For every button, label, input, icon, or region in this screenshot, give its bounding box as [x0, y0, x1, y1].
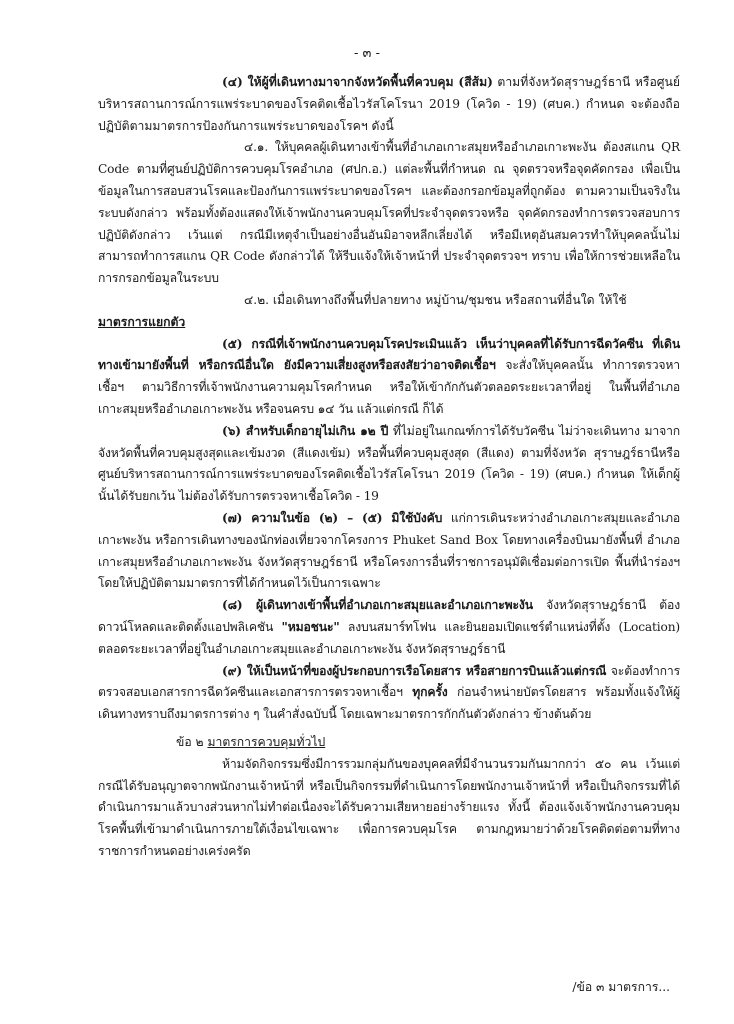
paragraph-6-number: (๖): [222, 423, 246, 438]
clause-2-label: ข้อ ๒: [176, 734, 208, 749]
paragraph-7-text: แก่การเดินระหว่างอำเภอเกาะสมุยและอำเภอ เกาะพะงัน หรือการเดินทางของนักท่องเที่ยวจากโครงการ Phuket Sand Box โดยทางเครื่องบินมายังพื้นที่ อำเภอเกาะสมุยหรืออำเภอเกาะพะงัน จังหวัดสุราษฎร์ธานี หรือโครงการอื่นที่ราชการอนุมัติเชื่อมต่อการเปิด พื้นที่นำร่องฯ โดยให้ปฏิบัติตามมาตรการที่ได้กำหนดไว้เป็นการเฉพาะ: [98, 510, 680, 591]
clause-2-title: มาตรการควบคุมทั่วไป: [207, 734, 326, 749]
paragraph-8-number: (๘): [222, 598, 257, 613]
paragraph-4-2-text: ๔.๒. เมื่อเดินทางถึงพื้นที่ปลายทาง หมู่บ้าน/ชุมชน หรือสถานที่อื่นใด ให้ใช้: [244, 292, 627, 307]
paragraph-5: [98, 334, 680, 421]
next-page-reference: /ข้อ ๓ มาตรการ...: [572, 980, 670, 994]
paragraph-9-number: (๙): [222, 663, 247, 678]
paragraph-7: [98, 508, 680, 595]
page-number: - ๓ -: [354, 46, 380, 61]
paragraph-9: [98, 661, 680, 726]
paragraph-4-1: ๔.๑. ให้บุคคลผู้เดินทางเข้าพื้นที่อำเภอเกาะสมุยหรืออำเภอเกาะพะงัน ต้องสแกน QR Code ตามที่ศูนย์ปฏิบัติการควบคุมโรคอำเภอ (ศปก.อ.) แต่ละพื้นที่กำหนด ณ จุดตรวจหรือจุดคัดกรอง เพื่อเป็นข้อมูลในการสอบสวนโรคและป้องกันการแพร่ระบาดของโรคฯ และต้องกรอกข้อมูลที่ถูกต้อง ตามความเป็นจริงในระบบดังกล่าว พร้อมทั้งต้องแสดงให้เจ้าพนักงานควบคุมโรคที่ประจำจุดตรวจหรือ จุดคัดกรองทำการตรวจสอบการปฏิบัติดังกล่าว เว้นแต่ กรณีมีเหตุจำเป็นอย่างอื่นอันมิอาจหลีกเลี่ยงได้ หรือมีเหตุอันสมควรทำให้บุคคลนั้นไม่สามารถทำการสแกน QR Code ดังกล่าวได้ ให้รีบแจ้งให้เจ้าหน้าที่ ประจำจุดตรวจฯ ทราบ เพื่อให้การช่วยเหลือในการกรอกข้อมูลในระบบ: [98, 140, 680, 286]
paragraph-9-bold: ให้เป็นหน้าที่ของผู้ประกอบการเรือโดยสาร หรือสายการบินแล้วแต่กรณี: [246, 663, 607, 678]
paragraph-6: [98, 421, 680, 508]
paragraph-4-text: ตามที่จังหวัดสุราษฎร์ธานี หรือศูนย์บริหารสถานการณ์การแพร่ระบาดของโรคติดเชื้อไวรัสโคโรนา 2019 (โควิด - 19) (ศบค.) กำหนด จะต้องถือปฏิบัติตามมาตรการป้องกันการแพร่ระบาดของโรคฯ ดังนี้: [98, 75, 680, 133]
paragraph-5-text: จะสั่งให้บุคคลนั้น ทำการตรวจหาเชื้อฯ ตามวิธีการที่เจ้าพนักงานความคุมโรคกำหนด หรือให้เข้ากักกันตัวตลอดระยะเวลาที่อยู่ ในพื้นที่อำเภอเกาะสมุยหรืออำเภอเกาะพะงัน หรือจนครบ ๑๔ วัน แล้วแต่กรณี ก็ได้: [98, 358, 680, 416]
paragraph-general-control: ห้ามจัดกิจกรรมซึ่งมีการรวมกลุ่มกันของบุคคลที่มีจำนวนรวมกันมากกว่า ๕๐ คน เว้นแต่ กรณีได้รับอนุญาตจากพนักงานเจ้าหน้าที่ หรือเป็นกิจกรรมที่ดำเนินการโดยพนักงานเจ้าหน้าที่ หรือเป็นกิจกรรมที่ได้ดำเนินการมาแล้วบางส่วนหากไม่ทำต่อเนื่องจะได้รับความเสียหายอย่างร้ายแรง ทั้งนี้ ต้องแจ้งเจ้าพนักงานควบคุมโรคพื้นที่เข้ามาดำเนินการภายใต้เงื่อนไขเฉพาะ เพื่อการควบคุมโรค ตามกฎหมายว่าด้วยโรคติดต่อตามที่ทางราชการกำหนดอย่างเคร่งครัด: [98, 756, 680, 858]
paragraph-9-mid: จะต้องทำการตรวจสอบเอกสารการฉีดวัคซีนและเอกสารการตรวจหาเชื้อฯ: [98, 663, 680, 700]
paragraph-4-lead: ให้ผู้ที่เดินทางมาจากจังหวัดพื้นที่ควบคุม (สีส้ม): [247, 75, 493, 89]
clause-2-heading: [98, 732, 680, 754]
paragraph-4-number: (๔): [222, 75, 248, 89]
paragraph-9-emphasis: ทุกครั้ง: [412, 685, 448, 700]
paragraph-6-bold: สำหรับเด็กอายุไม่เกิน ๑๒ ปี: [245, 423, 389, 438]
paragraph-7-bold: ความในข้อ (๒) – (๕) มิใช้บังคับ: [251, 510, 443, 525]
paragraph-9-text: ก่อนจำหน่ายบัตรโดยสาร พร้อมทั้งแจ้งให้ผู้เดินทางทราบถึงมาตรการต่าง ๆ ในคำสั่งฉบับนี้ โดยเฉพาะมาตรการกักกันตัวดังกล่าว ข้างต้นด้วย: [98, 685, 680, 722]
app-name: "หมอชนะ": [281, 619, 340, 634]
paragraph-6-text: ที่ไม่อยู่ในเกณฑ์การได้รับวัคซีน ไม่ว่าจะเดินทาง มาจากจังหวัดพื้นที่ควบคุมสูงสุดและเข้มงวด (สีแดงเข้ม) หรือพื้นที่ควบคุมสูงสุด (สีแดง) ตามที่จังหวัด สุราษฎร์ธานีหรือศูนย์บริหารสถานการณ์การแพร่ระบาดของโรคติดเชื้อไวรัสโคโรนา 2019 (โควิด - 19) (ศบค.) กำหนด ให้เด็กผู้นั้นได้รับยกเว้น ไม่ต้องได้รับการตรวจหาเชื้อโควิด - 19: [98, 423, 680, 504]
paragraph-8-mid: จังหวัดสุราษฎร์ธานี ต้องดาวน์โหลดและติดตั้งแอปพลิเคชัน: [98, 598, 680, 634]
isolation-measure-heading: มาตรการแยกตัว: [98, 314, 186, 329]
paragraph-4-2: [98, 290, 680, 334]
paragraph-7-number: (๗): [222, 510, 252, 525]
paragraph-4: [98, 72, 680, 137]
paragraph-8-bold: ผู้เดินทางเข้าพื้นที่อำเภอเกาะสมุยและอำเภอเกาะพะงัน: [256, 598, 533, 613]
paragraph-5-number: (๕): [222, 336, 252, 351]
paragraph-5-bold: กรณีที่เจ้าพนักงานควบคุมโรคประเมินแล้ว เห็นว่าบุคคลที่ได้รับการฉีดวัคซีน ที่เดินทางเข้ามายังพื้นที่ หรือกรณีอื่นใด ยังมีความเสี่ยงสูงหรือสงสัยว่าอาจติดเชื้อฯ: [98, 336, 680, 373]
paragraph-8-text: ลงบนสมาร์ทโฟน และยินยอมเปิดแชร์ตำแหน่งที่ตั้ง (Location) ตลอดระยะเวลาที่อยู่ในอำเภอเกาะสมุยและอำเภอเกาะพะงัน จังหวัดสุราษฎร์ธานี: [98, 619, 681, 656]
document-body: [98, 72, 680, 863]
paragraph-8: [98, 595, 680, 660]
